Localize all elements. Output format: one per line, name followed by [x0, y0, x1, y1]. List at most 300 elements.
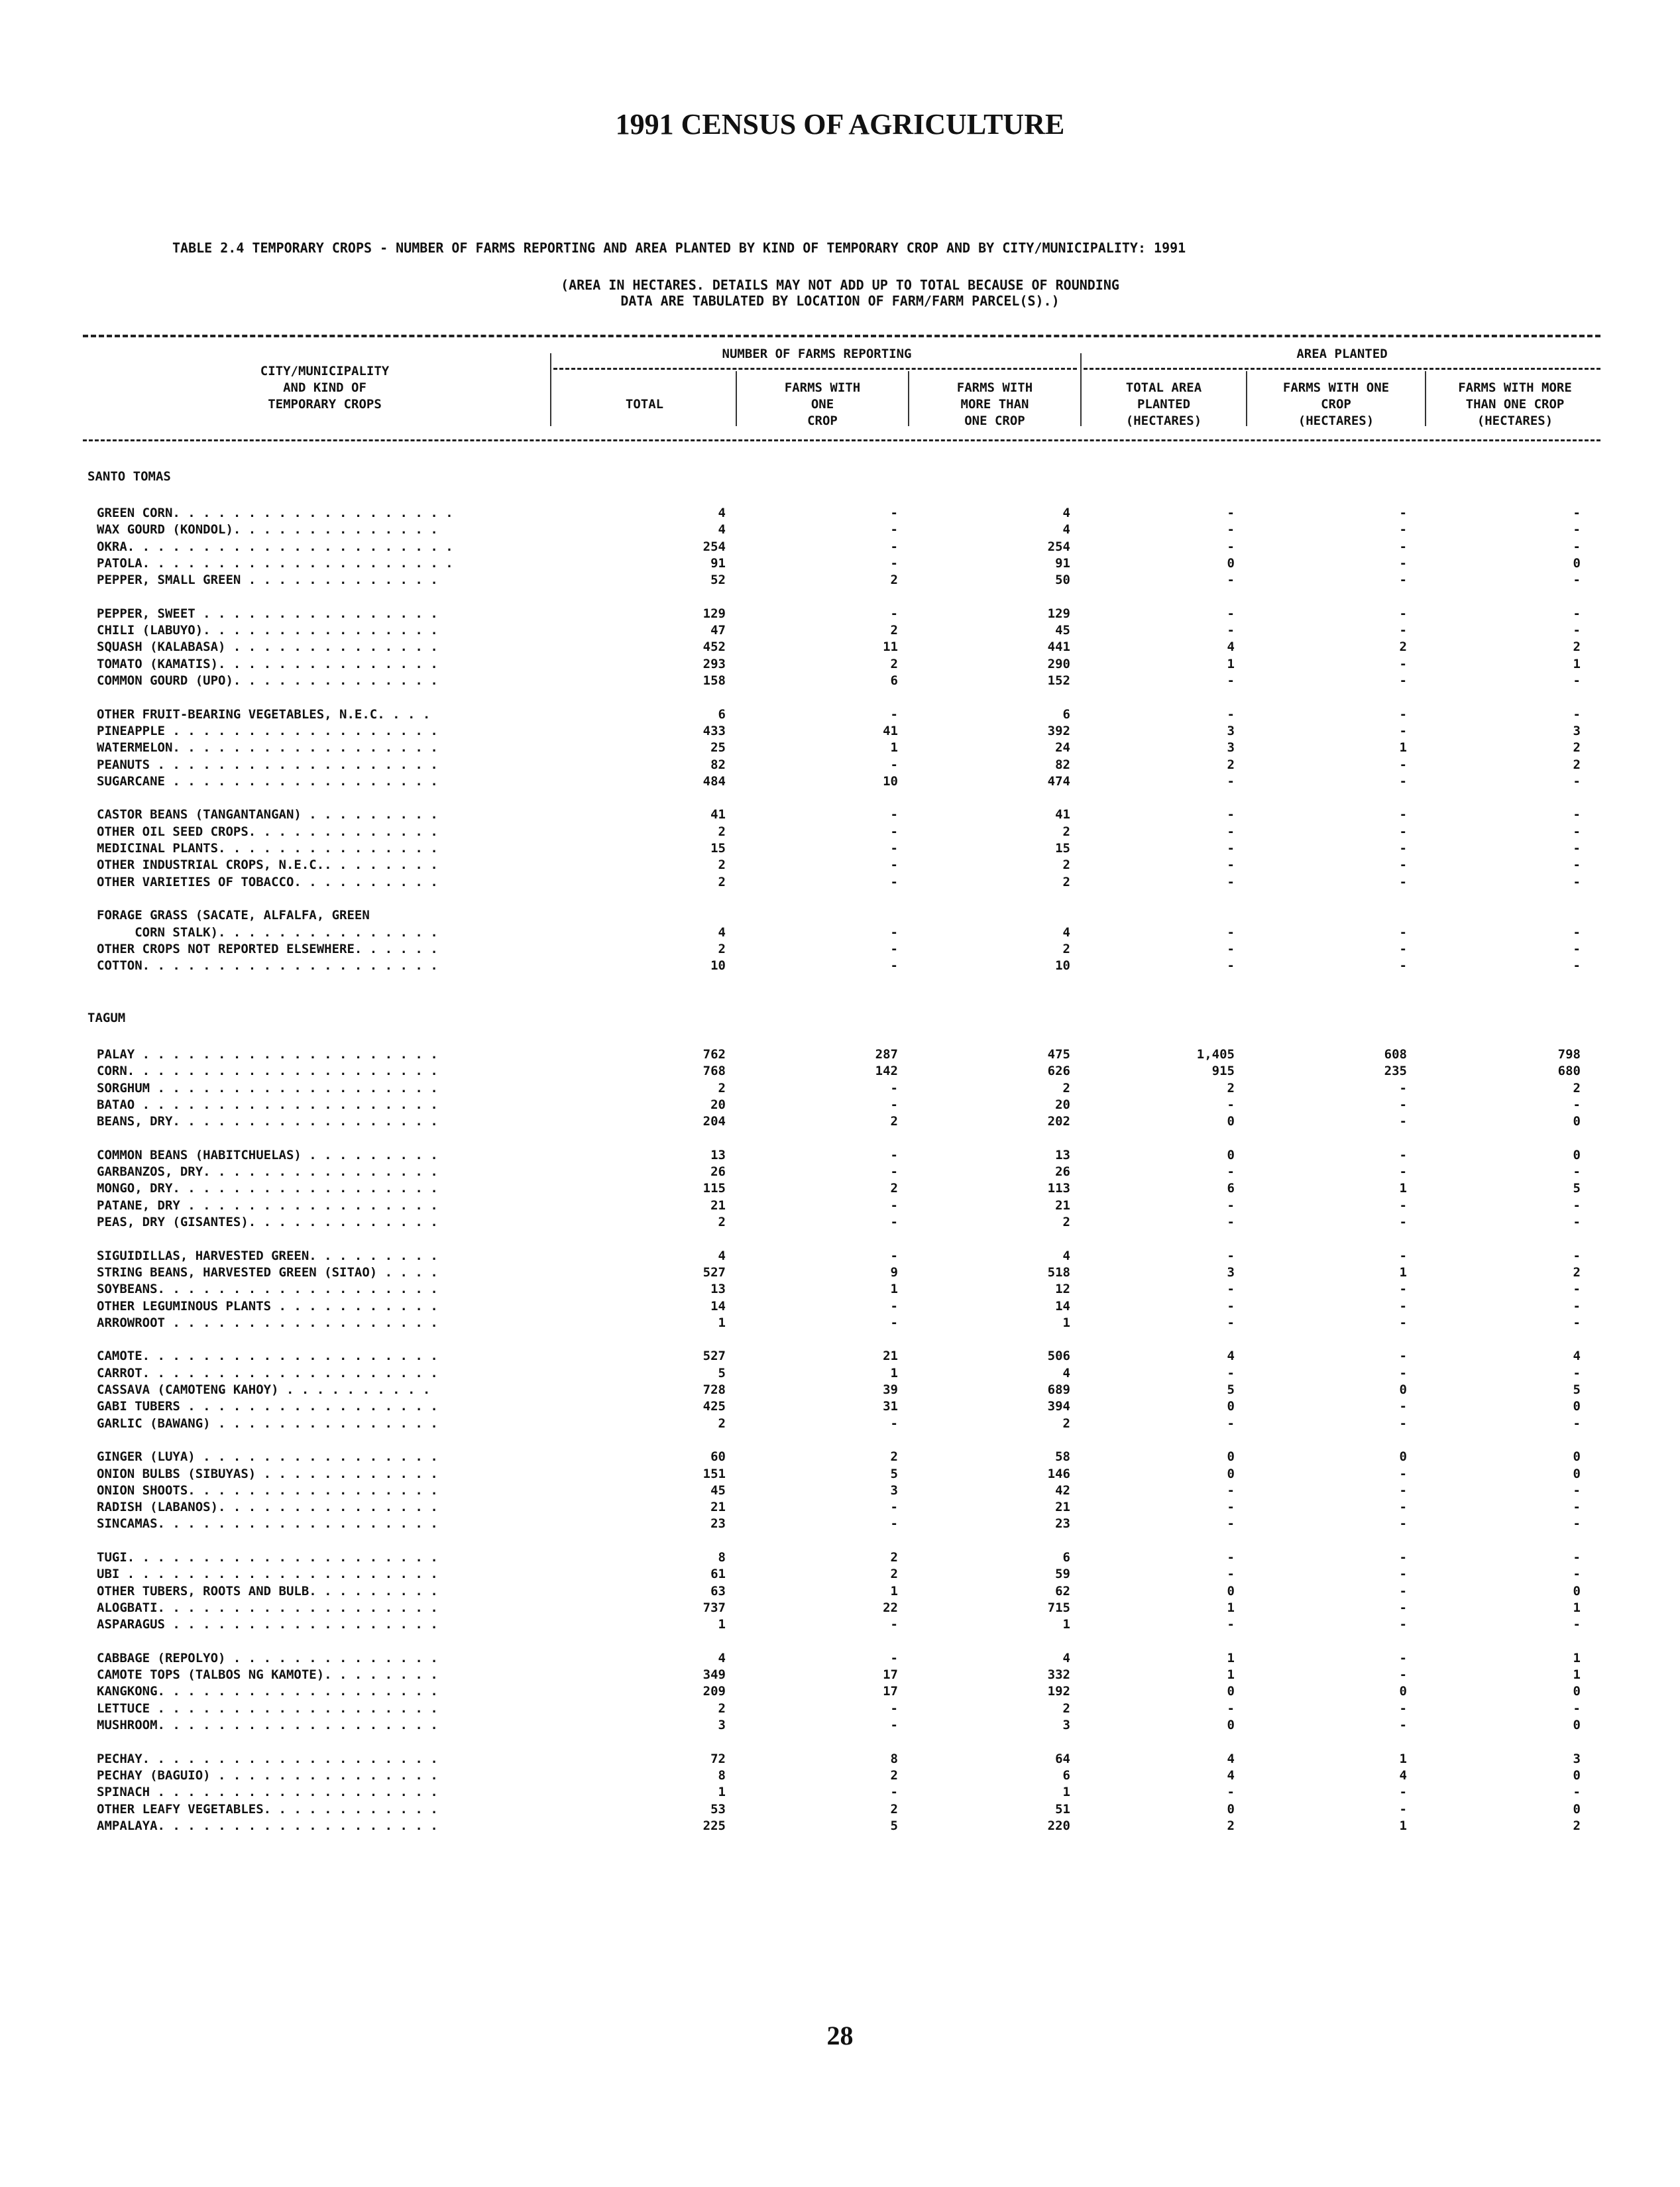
crop-label: CHILI (LABUYO). . . . . . . . . . . . . . . .	[97, 623, 438, 638]
table-cell: 1	[890, 1365, 898, 1380]
table-cell: -	[890, 1500, 898, 1515]
table-row	[0, 824, 1680, 841]
table-cell: -	[1399, 1365, 1407, 1380]
table-cell: 2	[890, 1114, 898, 1129]
stub-header: CITY/MUNICIPALITY AND KIND OF TEMPORARY CROPS	[260, 364, 390, 412]
table-cell: 11	[883, 640, 898, 655]
table-cell: -	[1227, 941, 1235, 956]
table-cell: 10	[883, 773, 898, 789]
table-row	[0, 657, 1680, 673]
table-cell: 9	[890, 1264, 898, 1280]
table-cell: 209	[702, 1684, 726, 1699]
crop-label: COTTON. . . . . . . . . . . . . . . . . . . .	[97, 958, 438, 974]
table-cell: 14	[710, 1298, 726, 1314]
table-cell: 1	[1062, 1315, 1070, 1330]
table-cell: -	[890, 1097, 898, 1112]
table-cell: -	[1399, 1282, 1407, 1297]
table-cell: -	[1227, 958, 1235, 974]
table-cell: 192	[1047, 1684, 1070, 1699]
table-cell: 10	[710, 958, 726, 974]
table-cell: -	[1227, 539, 1235, 554]
table-cell: 2	[890, 573, 898, 588]
table-cell: 5	[718, 1365, 726, 1380]
table-cell: -	[1399, 1483, 1407, 1498]
table-cell: -	[1573, 958, 1581, 974]
table-cell: 3	[1227, 1264, 1235, 1280]
crop-label: TUGI. . . . . . . . . . . . . . . . . . . . .	[97, 1550, 438, 1565]
table-cell: -	[1573, 941, 1581, 956]
table-row	[0, 573, 1680, 589]
table-row	[0, 623, 1680, 640]
table-cell: 4	[718, 1248, 726, 1263]
table-cell: -	[1227, 1500, 1235, 1515]
crop-label: GARLIC (BAWANG) . . . . . . . . . . . . . . .	[97, 1416, 438, 1431]
crop-label: PATANE, DRY . . . . . . . . . . . . . . . . .	[97, 1198, 438, 1213]
table-cell: 626	[1047, 1064, 1070, 1079]
table-cell: 527	[702, 1264, 726, 1280]
table-cell: 26	[1055, 1164, 1070, 1180]
table-cell: 2	[1227, 1080, 1235, 1095]
crop-label: PEPPER, SMALL GREEN . . . . . . . . . . . . .	[97, 573, 438, 588]
table-cell: 1	[890, 740, 898, 756]
table-cell: 47	[710, 623, 726, 638]
table-cell: -	[1399, 1500, 1407, 1515]
table-cell: 4	[718, 1650, 726, 1665]
table-cell: 2	[890, 1767, 898, 1783]
table-cell: 441	[1047, 640, 1070, 655]
table-cell: 2	[1062, 858, 1070, 873]
table-cell: -	[1399, 841, 1407, 856]
table-cell: -	[890, 1147, 898, 1162]
table-cell: 425	[702, 1399, 726, 1414]
table-cell: 2	[718, 874, 726, 889]
table-cell: 8	[718, 1550, 726, 1565]
table-cell: 1	[1399, 1818, 1407, 1833]
table-cell: 2	[1227, 1818, 1235, 1833]
table-cell: -	[890, 1718, 898, 1732]
table-cell: -	[890, 1516, 898, 1532]
crop-label: SPINACH . . . . . . . . . . . . . . . . . . .	[97, 1785, 438, 1800]
table-cell: 39	[883, 1382, 898, 1397]
table-cell: -	[1573, 925, 1581, 940]
table-cell: 0	[1573, 1801, 1581, 1817]
table-cell: -	[1573, 1516, 1581, 1532]
crop-label: CORN STALK). . . . . . . . . . . . . . .	[97, 925, 438, 940]
table-cell: -	[1227, 1365, 1235, 1380]
table-cell: 2	[890, 1567, 898, 1582]
table-cell: -	[1399, 1248, 1407, 1263]
table-cell: -	[890, 1080, 898, 1095]
table-cell: -	[1573, 1097, 1581, 1112]
table-cell: 680	[1557, 1064, 1581, 1079]
table-cell: 20	[1055, 1097, 1070, 1112]
table-row	[0, 707, 1680, 724]
table-cell: 1	[1573, 1650, 1581, 1665]
table-cell: 518	[1047, 1264, 1070, 1280]
table-cell: 1	[1573, 656, 1581, 671]
table-cell: 129	[702, 606, 726, 621]
area-more-crop-header: FARMS WITH MORE THAN ONE CROP (HECTARES)	[1458, 380, 1572, 428]
table-cell: -	[1399, 656, 1407, 671]
table-cell: 0	[1573, 1449, 1581, 1465]
table-cell: 22	[883, 1600, 898, 1615]
table-row	[0, 908, 1680, 925]
header-bottom-rule	[83, 439, 1600, 441]
column-divider	[550, 353, 551, 426]
table-cell: 2	[890, 1801, 898, 1817]
crop-label: ALOGBATI. . . . . . . . . . . . . . . . . . .	[97, 1600, 438, 1615]
table-cell: 12	[1055, 1282, 1070, 1297]
table-cell: -	[890, 925, 898, 940]
table-cell: 2	[1062, 874, 1070, 889]
table-cell: 0	[1399, 1382, 1407, 1397]
table-cell: 17	[883, 1684, 898, 1699]
table-cell: -	[1399, 941, 1407, 956]
table-cell: -	[1227, 606, 1235, 621]
table-cell: -	[1399, 1315, 1407, 1330]
table-cell: 41	[883, 723, 898, 738]
table-cell: 0	[1573, 1718, 1581, 1732]
table-cell: 0	[1573, 1114, 1581, 1129]
table-cell: 82	[1055, 757, 1070, 772]
table-cell: -	[1227, 858, 1235, 873]
table-cell: -	[1573, 706, 1581, 722]
table-cell: 3	[1227, 740, 1235, 756]
table-row	[0, 807, 1680, 824]
table-row	[0, 1651, 1680, 1667]
crop-label: KANGKONG. . . . . . . . . . . . . . . . . . .	[97, 1684, 438, 1699]
table-cell: -	[890, 1248, 898, 1263]
table-cell: 202	[1047, 1114, 1070, 1129]
crop-label: PEANUTS . . . . . . . . . . . . . . . . . . .	[97, 757, 438, 772]
table-cell: -	[1573, 841, 1581, 856]
table-row	[0, 1550, 1680, 1567]
table-cell: 2	[1062, 941, 1070, 956]
table-cell: 5	[1227, 1382, 1235, 1397]
crop-label: AMPALAYA. . . . . . . . . . . . . . . . . . .	[97, 1818, 438, 1833]
area-group-header: AREA PLANTED	[1296, 347, 1388, 361]
table-cell: 1	[1062, 1617, 1070, 1632]
table-cell: 59	[1055, 1567, 1070, 1582]
table-cell: -	[1399, 958, 1407, 974]
crop-label: SIGUIDILLAS, HARVESTED GREEN. . . . . . . . .	[97, 1248, 438, 1263]
table-row	[0, 1215, 1680, 1231]
table-cell: 4	[1062, 506, 1070, 520]
table-cell: 254	[1047, 539, 1070, 554]
table-cell: 6	[718, 706, 726, 722]
table-cell: -	[1227, 1298, 1235, 1314]
table-cell: 204	[702, 1114, 726, 1129]
table-cell: -	[1573, 1365, 1581, 1380]
table-row	[0, 1500, 1680, 1516]
table-row	[0, 1483, 1680, 1500]
table-cell: -	[1573, 1248, 1581, 1263]
section-title: TAGUM	[87, 1011, 126, 1025]
table-cell: 142	[875, 1064, 898, 1079]
table-cell: 63	[710, 1583, 726, 1598]
page-number: 28	[826, 2021, 854, 2050]
table-cell: -	[890, 757, 898, 772]
table-row	[0, 724, 1680, 740]
table-cell: 220	[1047, 1818, 1070, 1833]
table-cell: 21	[1055, 1500, 1070, 1515]
table-cell: 0	[1573, 1147, 1581, 1162]
table-cell: 52	[710, 573, 726, 588]
table-cell: -	[1227, 1567, 1235, 1582]
table-cell: -	[1227, 1215, 1235, 1229]
table-cell: 4	[1062, 925, 1070, 940]
table-cell: -	[1399, 874, 1407, 889]
crop-label: BATAO . . . . . . . . . . . . . . . . . . . .	[97, 1097, 438, 1112]
table-row	[0, 539, 1680, 556]
table-cell: 62	[1055, 1583, 1070, 1598]
table-row	[0, 1316, 1680, 1332]
crop-label: RADISH (LABANOS). . . . . . . . . . . . . . .	[97, 1500, 438, 1515]
table-cell: -	[1399, 673, 1407, 688]
table-cell: -	[890, 941, 898, 956]
crop-label: WATERMELON. . . . . . . . . . . . . . . . . .	[97, 740, 438, 756]
table-row	[0, 1785, 1680, 1801]
table-cell: -	[1573, 1315, 1581, 1330]
table-cell: -	[1573, 824, 1581, 839]
table-cell: 433	[702, 723, 726, 738]
table-cell: -	[1573, 673, 1581, 688]
table-cell: 4	[1062, 1248, 1070, 1263]
table-cell: 798	[1557, 1047, 1581, 1062]
table-cell: -	[1573, 1617, 1581, 1632]
table-row	[0, 673, 1680, 690]
table-cell: -	[1573, 606, 1581, 621]
table-row	[0, 1282, 1680, 1298]
table-cell: -	[890, 1215, 898, 1229]
table-cell: -	[1227, 1198, 1235, 1213]
table-cell: 4	[718, 522, 726, 537]
table-cell: -	[890, 1164, 898, 1180]
table-cell: -	[1399, 1650, 1407, 1665]
table-cell: 254	[702, 539, 726, 554]
table-cell: 1	[890, 1583, 898, 1598]
table-cell: 474	[1047, 773, 1070, 789]
crop-label: CORN. . . . . . . . . . . . . . . . . . . . .	[97, 1064, 438, 1079]
page-title: 1991 CENSUS OF AGRICULTURE	[615, 108, 1065, 140]
table-cell: -	[1399, 1583, 1407, 1598]
table-cell: 0	[1227, 1718, 1235, 1732]
table-cell: 6	[1227, 1181, 1235, 1196]
table-cell: -	[890, 807, 898, 822]
table-cell: 3	[1227, 723, 1235, 738]
table-cell: -	[1399, 555, 1407, 571]
crop-label: OTHER OIL SEED CROPS. . . . . . . . . . . . .	[97, 824, 438, 839]
table-cell: 21	[710, 1500, 726, 1515]
table-row	[0, 858, 1680, 874]
table-row	[0, 757, 1680, 774]
table-cell: -	[890, 522, 898, 537]
table-cell: 2	[890, 1550, 898, 1565]
table-cell: -	[1227, 623, 1235, 638]
table-cell: -	[1573, 1215, 1581, 1229]
table-cell: 60	[710, 1449, 726, 1465]
crop-label: OTHER LEAFY VEGETABLES. . . . . . . . . . . .	[97, 1801, 438, 1817]
table-cell: 115	[702, 1181, 726, 1196]
table-row	[0, 1181, 1680, 1198]
table-cell: 2	[1062, 1701, 1070, 1716]
table-row	[0, 774, 1680, 791]
table-row	[0, 1064, 1680, 1080]
table-cell: 31	[883, 1399, 898, 1414]
table-cell: 3	[1573, 1751, 1581, 1766]
table-cell: 4	[1227, 640, 1235, 655]
table-cell: 1	[1227, 1600, 1235, 1615]
table-cell: -	[1573, 1500, 1581, 1515]
table-cell: 3	[890, 1483, 898, 1498]
table-cell: 15	[710, 841, 726, 856]
table-cell: -	[1399, 723, 1407, 738]
table-cell: -	[890, 706, 898, 722]
table-cell: 0	[1227, 1684, 1235, 1699]
table-cell: -	[1573, 1164, 1581, 1180]
table-row	[0, 942, 1680, 958]
table-cell: 6	[1062, 1550, 1070, 1565]
table-cell: 45	[1055, 623, 1070, 638]
table-cell: 5	[890, 1466, 898, 1481]
table-cell: 15	[1055, 841, 1070, 856]
table-cell: -	[890, 1617, 898, 1632]
table-cell: 1	[1227, 1667, 1235, 1683]
table-cell: -	[890, 841, 898, 856]
crop-label: SOYBEANS. . . . . . . . . . . . . . . . . . .	[97, 1282, 438, 1297]
table-cell: -	[1399, 1516, 1407, 1532]
crop-label: PECHAY (BAGUIO) . . . . . . . . . . . . . . .	[97, 1767, 438, 1783]
table-cell: -	[1399, 506, 1407, 520]
table-cell: -	[1227, 773, 1235, 789]
crop-label: OTHER CROPS NOT REPORTED ELSEWHERE. . . . . .	[97, 941, 438, 956]
table-cell: 608	[1384, 1047, 1407, 1062]
table-cell: -	[890, 1298, 898, 1314]
table-row	[0, 1718, 1680, 1734]
table-cell: -	[1573, 1298, 1581, 1314]
table-row	[0, 522, 1680, 539]
crop-label: BEANS, DRY. . . . . . . . . . . . . . . . . .	[97, 1114, 438, 1129]
table-cell: 26	[710, 1164, 726, 1180]
table-cell: 2	[1573, 740, 1581, 756]
table-cell: -	[1573, 1483, 1581, 1498]
table-cell: 0	[1573, 1684, 1581, 1699]
table-cell: -	[1399, 1600, 1407, 1615]
table-cell: 23	[710, 1516, 726, 1532]
table-cell: -	[1227, 506, 1235, 520]
table-row	[0, 1684, 1680, 1701]
table-cell: -	[890, 1416, 898, 1431]
table-row	[0, 1768, 1680, 1785]
table-cell: 4	[1227, 1349, 1235, 1364]
table-cell: 287	[875, 1047, 898, 1062]
crop-label: PECHAY. . . . . . . . . . . . . . . . . . . .	[97, 1751, 438, 1766]
table-cell: 2	[718, 1701, 726, 1716]
table-cell: 1	[1573, 1600, 1581, 1615]
table-row	[0, 1399, 1680, 1416]
table-cell: 452	[702, 640, 726, 655]
table-row	[0, 1449, 1680, 1466]
crop-label: LETTUCE . . . . . . . . . . . . . . . . . . .	[97, 1701, 438, 1716]
table-cell: -	[1227, 1785, 1235, 1800]
table-cell: 13	[710, 1282, 726, 1297]
table-row	[0, 1349, 1680, 1365]
table-cell: -	[1227, 1282, 1235, 1297]
table-cell: 2	[718, 941, 726, 956]
table-cell: 4	[1227, 1767, 1235, 1783]
table-row	[0, 1047, 1680, 1064]
table-cell: 1	[1399, 1181, 1407, 1196]
table-cell: -	[1227, 1617, 1235, 1632]
table-row	[0, 1819, 1680, 1835]
table-row	[0, 841, 1680, 858]
table-cell: -	[1399, 623, 1407, 638]
table-cell: -	[1399, 539, 1407, 554]
table-cell: 4	[1399, 1767, 1407, 1783]
table-cell: 6	[1062, 1767, 1070, 1783]
table-cell: -	[1399, 807, 1407, 822]
table-cell: 2	[718, 1416, 726, 1431]
table-cell: 58	[1055, 1449, 1070, 1465]
table-row	[0, 506, 1680, 522]
table-cell: 475	[1047, 1047, 1070, 1062]
table-cell: -	[1573, 1282, 1581, 1297]
table-cell: 42	[1055, 1483, 1070, 1498]
table-cell: 715	[1047, 1600, 1070, 1615]
table-cell: -	[890, 555, 898, 571]
table-cell: -	[1227, 807, 1235, 822]
table-cell: -	[1227, 673, 1235, 688]
table-cell: 50	[1055, 573, 1070, 588]
table-row	[0, 1467, 1680, 1483]
crop-label: GREEN CORN. . . . . . . . . . . . . . . . . . .	[97, 506, 453, 520]
crop-label: CABBAGE (REPOLYO) . . . . . . . . . . . . . .	[97, 1650, 438, 1665]
table-row	[0, 1567, 1680, 1583]
table-cell: -	[1399, 1399, 1407, 1414]
crop-label: SUGARCANE . . . . . . . . . . . . . . . . . .	[97, 773, 438, 789]
table-row	[0, 1667, 1680, 1684]
table-cell: -	[890, 539, 898, 554]
crop-label: CARROT. . . . . . . . . . . . . . . . . . . .	[97, 1365, 438, 1380]
table-row	[0, 606, 1680, 623]
table-cell: 5	[1573, 1181, 1581, 1196]
table-cell: 225	[702, 1818, 726, 1833]
area-group-rule	[1084, 368, 1600, 370]
table-cell: 915	[1211, 1064, 1235, 1079]
table-cell: 2	[1399, 640, 1407, 655]
table-cell: 0	[1227, 1449, 1235, 1465]
table-row	[0, 1584, 1680, 1600]
table-cell: 2	[718, 1080, 726, 1095]
crop-label: SQUASH (KALABASA) . . . . . . . . . . . . . .	[97, 640, 438, 655]
table-cell: 332	[1047, 1667, 1070, 1683]
table-cell: 290	[1047, 656, 1070, 671]
table-cell: -	[1573, 773, 1581, 789]
table-cell: 13	[710, 1147, 726, 1162]
table-cell: 762	[702, 1047, 726, 1062]
table-cell: 10	[1055, 958, 1070, 974]
crop-label: ARROWROOT . . . . . . . . . . . . . . . . . .	[97, 1315, 438, 1330]
table-cell: -	[1399, 1114, 1407, 1129]
table-row	[0, 925, 1680, 942]
table-cell: -	[1399, 1147, 1407, 1162]
table-cell: -	[1399, 1349, 1407, 1364]
table-cell: 506	[1047, 1349, 1070, 1364]
table-cell: -	[1573, 573, 1581, 588]
table-cell: 6	[890, 673, 898, 688]
crop-label: PALAY . . . . . . . . . . . . . . . . . . . .	[97, 1047, 438, 1062]
table-cell: 8	[890, 1751, 898, 1766]
